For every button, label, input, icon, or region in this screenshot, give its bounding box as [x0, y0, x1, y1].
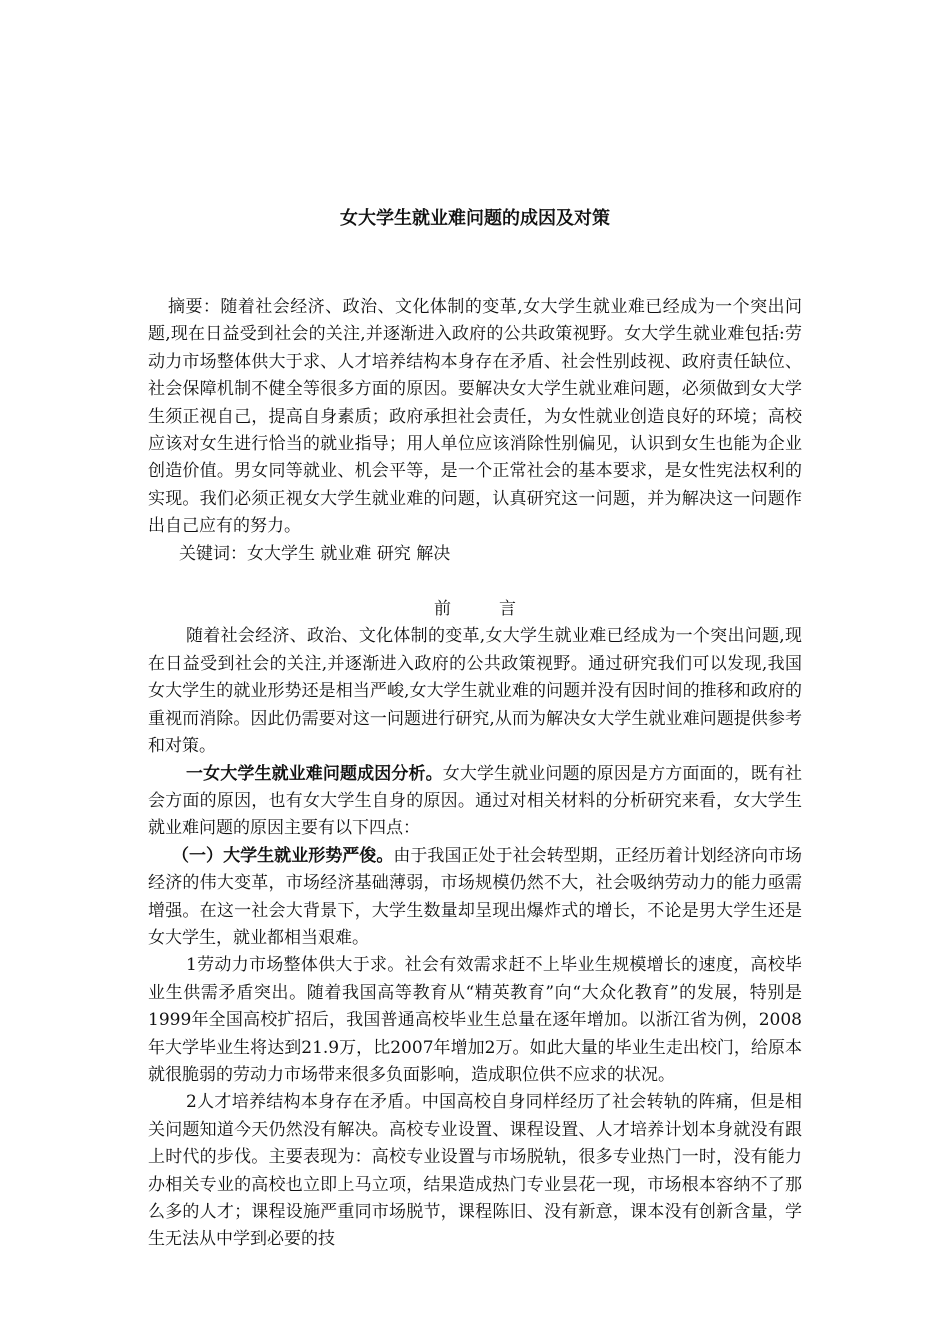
preface-heading-char-1: 前: [434, 599, 451, 620]
abstract-paragraph: 摘要：随着社会经济、政治、文化体制的变革,女大学生就业难已经成为一个突出问题,现在日益受到社会的关注,并逐渐进入政府的公共政策视野。女大学生就业难包括:劳动力市场整体供大于求、人才培养结构本身存在矛盾、社会性别歧视、政府责任缺位、社会保障机制不健全等很多方面的原因。要解决女大学生就业难问题，必须做到女大学生须正视自己，提高自身素质；政府承担社会责任，为女性就业创造良好的环境；高校应该对女生进行恰当的就业指导；用人单位应该消除性别偏见，认识到女生也能为企业创造价值。男女同等就业、机会平等，是一个正常社会的基本要求，是女性宪法权利的实现。我们必须正视女大学生就业难的问题，认真研究这一问题，并为解决这一问题作出自己应有的努力。: [148, 297, 802, 537]
preface-heading-char-2: 言: [499, 599, 516, 620]
item-2-paragraph: 2人才培养结构本身存在矛盾。中国高校自身同样经历了社会转轨的阵痛，但是相关问题知道今天仍然没有解决。高校专业设置、课程设置、人才培养计划本身就没有跟上时代的步伐。主要表现为：高校专业设置与市场脱轨，很多专业热门一时，没有能力办相关专业的高校也立即上马立项，结果造成热门专业昙花一现，市场根本容纳不了那么多的人才；课程设施严重同市场脱节，课程陈旧、没有新意，课本没有创新含量，学生无法从中学到必要的技: [148, 1092, 802, 1250]
section-1-paragraph: [148, 761, 802, 843]
preface-paragraph: 随着社会经济、政治、文化体制的变革,女大学生就业难已经成为一个突出问题,现在日益受到社会的关注,并逐渐进入政府的公共政策视野。通过研究我们可以发现,我国女大学生的就业形势还是相当严峻,女大学生就业难的问题并没有因时间的推移和政府的重视而消除。因此仍需要对这一问题进行研究,从而为解决女大学生就业难问题提供参考和对策。: [148, 626, 802, 757]
keywords-line: 关键词：女大学生 就业难 研究 解决: [179, 543, 451, 564]
preface-heading: [148, 596, 802, 623]
subsection-1-text: 由于我国正处于社会转型期，正经历着计划经济向市场经济的伟大变革，市场经济基础薄弱，市场规模仍然不大，社会吸纳劳动力的能力亟需增强。在这一社会大背景下，大学生数量却呈现出爆炸式的增长，不论是男大学生还是女大学生，就业都相当艰难。: [148, 845, 803, 948]
document-title: 女大学生就业难问题的成因及对策: [340, 208, 610, 229]
section-1-text: 女大学生就业问题的原因是方方面面的，既有社会方面的原因，也有女大学生自身的原因。通过对相关材料的分析研究来看，女大学生就业难问题的原因主要有以下四点：: [148, 763, 803, 839]
subsection-1-paragraph: [148, 843, 802, 953]
section-1-heading: 一女大学生就业难问题成因分析。: [186, 763, 443, 784]
item-1-paragraph: 1劳动力市场整体供大于求。社会有效需求赶不上毕业生规模增长的速度，高校毕业生供需矛盾突出。随着我国高等教育从“精英教育”向“大众化教育”的发展，特别是1999年全国高校扩招后，我国普通高校毕业生总量在逐年增加。以浙江省为例，2008年大学毕业生将达到21.9万，比2007年增加2万。如此大量的毕业生走出校门，给原本就很脆弱的劳动力市场带来很多负面影响，造成职位供不应求的状况。: [148, 955, 802, 1085]
document-page: [148, 204, 802, 1254]
subsection-1-heading: （一）大学生就业形势严俊。: [172, 845, 394, 866]
